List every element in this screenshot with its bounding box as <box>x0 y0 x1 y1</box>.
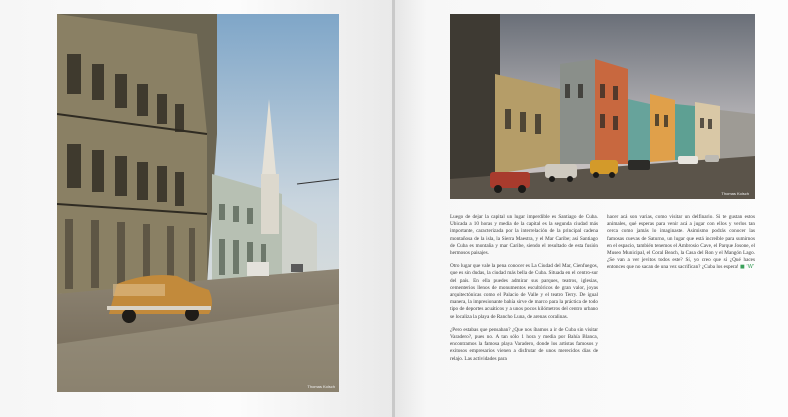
end-of-article-mark: ■ ‘W’ <box>739 264 755 271</box>
article-paragraph: Otro lugar que vale la pena conocer es La Ciudad del Mar, Cienfuegos, que es sin dudas, la ciudad más bella de Cuba. Situada en el centro-sur del país. En ella puedes admirar sus parques, teatros, iglesias, cementerios llenos de monumentos escultóricos de gran valor, joyas arquitectónicas como el Palacio de Valle y el teatro Terry. De igual manera, la impresionante bahía sirve de marco para la práctica de todo tipo de deportes acuáticos y a unos pocos kilómetros del centro urbano se localiza la playa de Rancho Luna, de arenas coralinas. <box>450 263 598 320</box>
left-page <box>0 0 393 417</box>
article-paragraph: Luego de dejar la capital un lugar imperdible es Santiago de Cuba. Ubicada a 10 horas y media de la capital es la segunda ciudad más importante, caracterizada por la interrelación de la principal cadena montañosa de la isla, la Sierra Maestra, y el Mar Caribe; así Santiago de Cuba es montaña y mar Caribe, siendo el resultado de esta fusión hermosos paisajes. <box>450 214 598 257</box>
photo-credit: Thomas Kolsch <box>721 191 749 196</box>
havana-colorful-buildings-photo <box>450 14 755 199</box>
havana-street-photo <box>57 14 339 392</box>
right-page <box>395 0 788 417</box>
article-column-1 <box>450 214 598 369</box>
article-paragraph: ¿Pero estabas que pensaban? ¿Que nos íbamos a ir de Cuba sin visitar Varadero?, pues no. A tan sólo 1 hora y media por Bahía Blanca, encontramos la famosa playa Varadero, donde los artistas famosos y exitosos empresarios vienen a disfrutar de unos merecidos días de relajo. Las actividades para <box>450 326 598 362</box>
article-column-2 <box>607 214 755 278</box>
article-paragraph: hacer acá son varias, como visitar un delfinario. Si te gustan estos animales, qué esperas para venir acá a jugar con ellos y verlos tan cerca como jamás lo imaginaste. Asimismo podrás conocer las famosas cuevas de Saturno, un lugar que está increíble para sumirnos en el espacio, también tenemos el Ambrosio Cave, el Parque Josone, el Museo Municipal, el Coral Beach, la Casa del Ron y el Mangón Lago. ¿Se van a ver jevitos todos este? Sí, yo creo que sí ¿Qué haces entonces que no sacan de una vez sacrifican? ¿Cuba los espera! <box>607 214 755 271</box>
photo-credit: Thomas Kolsch <box>307 384 335 389</box>
